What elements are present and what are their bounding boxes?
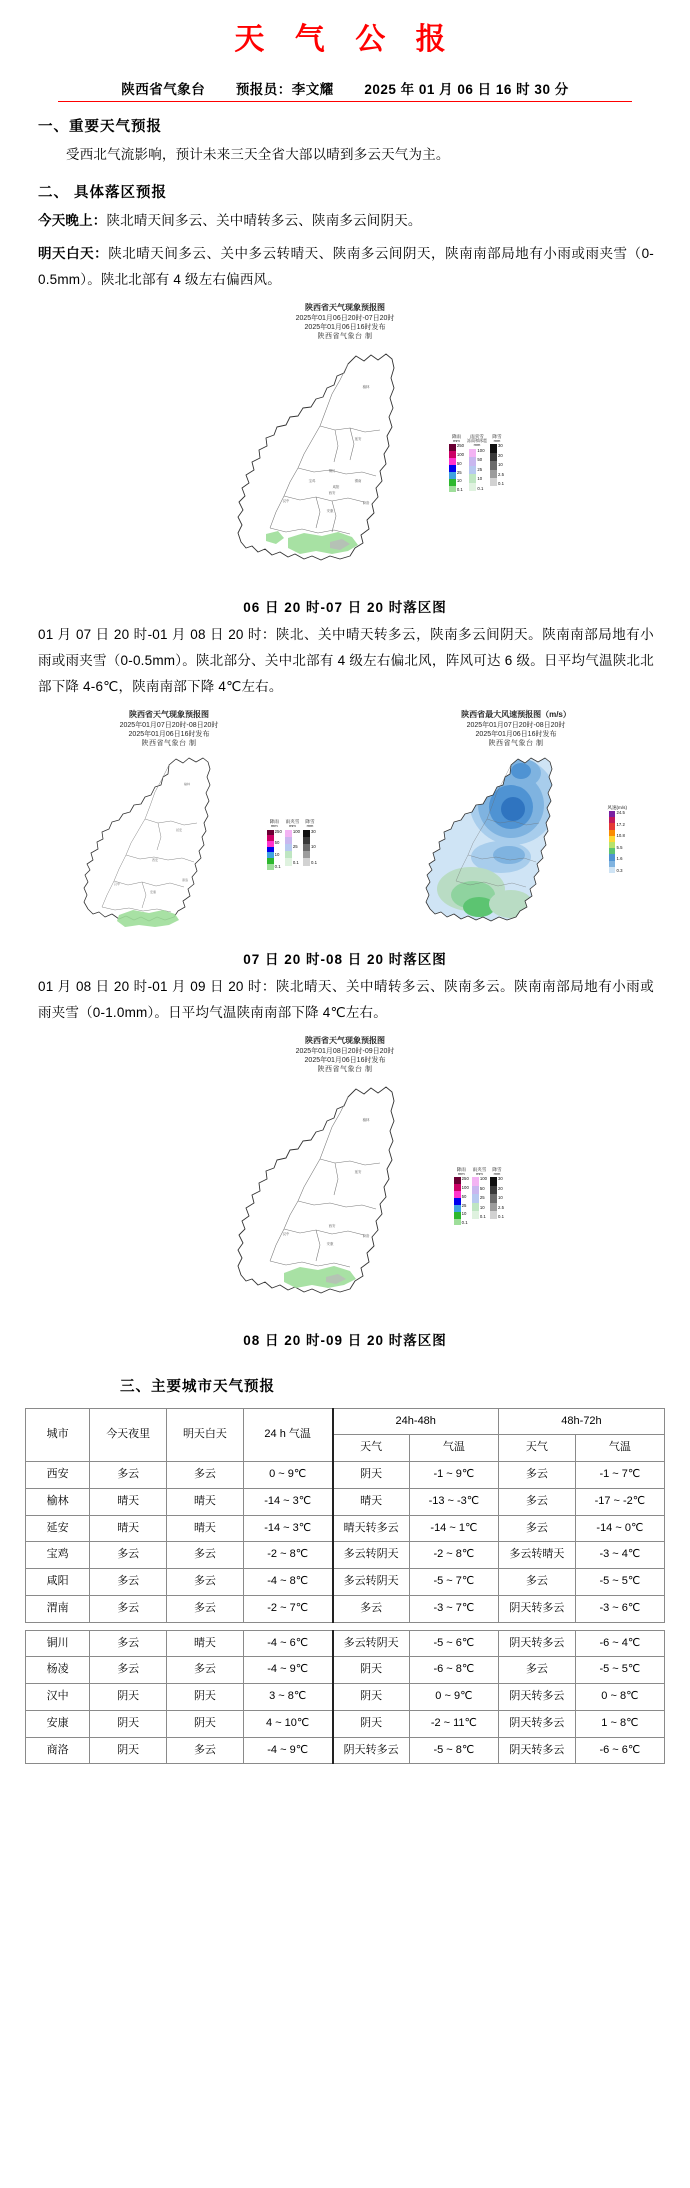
- section-3-heading: 三、主要城市天气预报: [120, 1378, 275, 1395]
- weather-tomorrow: 阴天: [167, 1710, 244, 1737]
- tomorrow-label: 明天白天：: [38, 245, 109, 261]
- weather-tomorrow: 晴天: [167, 1630, 244, 1657]
- table-row: [26, 1684, 665, 1711]
- weather-48h: 晴天转多云: [333, 1515, 410, 1542]
- temp-24h: -14 ~ 3℃: [243, 1488, 332, 1515]
- weather-72h: 多云: [498, 1515, 575, 1542]
- byline-forecaster: 预报员：李文耀: [235, 82, 334, 97]
- map-block-day2: [0, 710, 690, 967]
- temp-24h: -4 ~ 6℃: [243, 1630, 332, 1657]
- map-day2-weather-title: 陕西省天气现象预报图 2025年01月07日20时-08日20时 2025年01月06日16时发布 陕西省气象台 制: [119, 710, 219, 748]
- weather-72h: 多云: [498, 1569, 575, 1596]
- city-name: 咸阳: [26, 1569, 90, 1596]
- city-name: 汉中: [26, 1684, 90, 1711]
- svg-text:榆林: 榆林: [362, 384, 370, 389]
- day2-forecast-text: 01 月 07 日 20 时-01 月 08 日 20 时：陕北、关中晴天转多云，陕南多云间阴天。陕南南部局地有小雨或雨夹雪（0-0.5mm）。陕北部分、关中北部有 4 级左右偏北风，阵风可达 6 级。日平均气温陕北北部下降 4-6℃，陕南南部下降 4℃左右。: [38, 626, 654, 695]
- temp-72h: -5 ~ 5℃: [575, 1569, 664, 1596]
- table-row: [26, 1569, 665, 1596]
- svg-text:宝鸡: 宝鸡: [308, 478, 316, 483]
- temp-24h: -4 ~ 9℃: [243, 1737, 332, 1764]
- table-header: [26, 1408, 665, 1462]
- weather-48h: 多云转阴天: [333, 1569, 410, 1596]
- map-day3-legend: 降雨 mm 250 100 50 25 10 0.1 雨夹雪 mm 100 50 25 10 0.1 降雪 mm 30 20 10 2.5 0.1: [454, 1167, 504, 1226]
- temp-48h: -5 ~ 7℃: [409, 1569, 498, 1596]
- legend-rain: 降雨 mm 250 100 50 25 10 0.1: [449, 434, 464, 493]
- svg-text:汉中: 汉中: [113, 881, 121, 886]
- page-title: 天 气 公 报: [234, 22, 456, 57]
- city-forecast-table: [25, 1408, 665, 1765]
- day3-forecast-text: 01 月 08 日 20 时-01 月 09 日 20 时：陕北晴天、关中晴转多云、陕南多云。陕南南部局地有小雨或雨夹雪（0-1.0mm）。日平均气温陕南南部下降 4℃左右。: [38, 978, 654, 1020]
- weather-tonight: 多云: [90, 1595, 167, 1622]
- weather-48h: 多云转阴天: [333, 1542, 410, 1569]
- weather-tomorrow: 多云: [167, 1542, 244, 1569]
- tomorrow-forecast: [38, 241, 654, 294]
- table-row: [26, 1542, 665, 1569]
- svg-text:铜川: 铜川: [328, 468, 336, 473]
- table-row: [26, 1710, 665, 1737]
- weather-tonight: 阴天: [90, 1737, 167, 1764]
- svg-text:咸阳: 咸阳: [332, 484, 340, 489]
- table-header-row-top: [26, 1408, 665, 1435]
- weather-tonight: 多云: [90, 1630, 167, 1657]
- weather-tonight: 多云: [90, 1569, 167, 1596]
- weather-tomorrow: 多云: [167, 1462, 244, 1489]
- temp-24h: 0 ~ 9℃: [243, 1462, 332, 1489]
- weather-tomorrow: 晴天: [167, 1515, 244, 1542]
- temp-24h: -2 ~ 8℃: [243, 1542, 332, 1569]
- temp-48h: -5 ~ 6℃: [409, 1630, 498, 1657]
- byline-office: 陕西省气象台: [121, 82, 206, 97]
- map-day1-body: [180, 342, 510, 592]
- temp-72h: -6 ~ 6℃: [575, 1737, 664, 1764]
- city-name: 榆林: [26, 1488, 90, 1515]
- th-24-48: 24h-48h: [333, 1408, 499, 1435]
- temp-72h: -17 ~ -2℃: [575, 1488, 664, 1515]
- map-wind-legend: 风速(m/s) 24.5 17.2 10.8 5.5 1.6 0.3: [607, 804, 627, 873]
- weather-72h: 阴天转多云: [498, 1710, 575, 1737]
- weather-tomorrow: 阴天: [167, 1684, 244, 1711]
- tonight-label: 今天晚上：: [38, 213, 107, 229]
- temp-72h: -5 ~ 5℃: [575, 1657, 664, 1684]
- temp-72h: 0 ~ 8℃: [575, 1684, 664, 1711]
- weather-72h: 阴天转多云: [498, 1684, 575, 1711]
- weather-48h: 阴天: [333, 1462, 410, 1489]
- svg-text:延安: 延安: [354, 436, 362, 441]
- city-name: 铜川: [26, 1630, 90, 1657]
- city-name: 延安: [26, 1515, 90, 1542]
- legend-sleet: 雨夹雪 冻雨和冰雹 mm 100 50 25 10 0.1: [467, 433, 488, 491]
- th-temp-24h: 24 h 气温: [243, 1408, 332, 1462]
- table-body: [26, 1462, 665, 1764]
- weather-72h: 阴天转多云: [498, 1595, 575, 1622]
- section-1-text: 受西北气流影响，预计未来三天全省大部以晴到多云天气为主。: [66, 147, 450, 162]
- svg-text:延安: 延安: [354, 1169, 362, 1174]
- weather-tonight: 阴天: [90, 1684, 167, 1711]
- dual-map-row: [0, 710, 690, 943]
- temp-48h: -13 ~ -3℃: [409, 1488, 498, 1515]
- temp-24h: -14 ~ 3℃: [243, 1515, 332, 1542]
- svg-text:西安: 西安: [328, 1223, 336, 1228]
- table-row: [26, 1630, 665, 1657]
- map-day1-caption: 06 日 20 时-07 日 20 时落区图: [243, 599, 447, 615]
- city-name: 杨凌: [26, 1657, 90, 1684]
- temp-48h: -14 ~ 1℃: [409, 1515, 498, 1542]
- th-tomorrow: 明天白天: [167, 1408, 244, 1462]
- weather-72h: 多云转晴天: [498, 1542, 575, 1569]
- temp-24h: -4 ~ 8℃: [243, 1569, 332, 1596]
- svg-text:商洛: 商洛: [362, 500, 370, 505]
- weather-tonight: 多云: [90, 1657, 167, 1684]
- section-2-heading: 二、 具体落区预报: [38, 185, 168, 202]
- weather-48h: 晴天: [333, 1488, 410, 1515]
- th-weather-72: 天气: [498, 1435, 575, 1462]
- svg-text:延安: 延安: [175, 827, 183, 832]
- temp-48h: -2 ~ 8℃: [409, 1542, 498, 1569]
- table-row: [26, 1595, 665, 1622]
- svg-text:榆林: 榆林: [362, 1117, 370, 1122]
- table-row: [26, 1462, 665, 1489]
- svg-text:安康: 安康: [326, 1241, 334, 1246]
- temp-48h: -3 ~ 7℃: [409, 1595, 498, 1622]
- temp-72h: -1 ~ 7℃: [575, 1462, 664, 1489]
- weather-tonight: 阴天: [90, 1710, 167, 1737]
- table-row: [26, 1737, 665, 1764]
- weather-72h: 阴天转多云: [498, 1737, 575, 1764]
- temp-48h: 0 ~ 9℃: [409, 1684, 498, 1711]
- tonight-text: 陕北晴天间多云、关中晴转多云、陕南多云间阴天。: [106, 213, 422, 229]
- th-weather-48: 天气: [333, 1435, 410, 1462]
- map-block-day3: [0, 1036, 690, 1348]
- th-tonight: 今天夜里: [90, 1408, 167, 1462]
- temp-72h: -14 ~ 0℃: [575, 1515, 664, 1542]
- table-row: [26, 1657, 665, 1684]
- weather-tomorrow: 晴天: [167, 1488, 244, 1515]
- temp-72h: 1 ~ 8℃: [575, 1710, 664, 1737]
- temp-48h: -1 ~ 9℃: [409, 1462, 498, 1489]
- temp-24h: 3 ~ 8℃: [243, 1684, 332, 1711]
- svg-text:西安: 西安: [151, 857, 159, 862]
- weather-tonight: 多云: [90, 1542, 167, 1569]
- svg-text:西安: 西安: [328, 490, 336, 495]
- weather-72h: 多云: [498, 1488, 575, 1515]
- map-figure-day1: [180, 303, 510, 591]
- svg-text:榆林: 榆林: [183, 781, 191, 786]
- city-name: 渭南: [26, 1595, 90, 1622]
- temp-72h: -6 ~ 4℃: [575, 1630, 664, 1657]
- map-day1-title: 陕西省天气现象预报图 2025年01月06日20时-07日20时 2025年01月06日16时发布 陕西省气象台 制: [295, 303, 395, 341]
- weather-72h: 多云: [498, 1657, 575, 1684]
- map-day3-title: 陕西省天气现象预报图 2025年01月08日20时-09日20时 2025年01月06日16时发布 陕西省气象台 制: [295, 1036, 395, 1074]
- map-figure-day2-weather: [19, 710, 319, 943]
- table-group-spacer: [26, 1622, 665, 1630]
- weather-tonight: 多云: [90, 1462, 167, 1489]
- svg-text:商洛: 商洛: [362, 1233, 370, 1238]
- th-temp-48: 气温: [409, 1435, 498, 1462]
- map-day2-legend: 降雨 mm 250 50 10 0.1 雨夹雪 mm 100 25 0.1 降雪 mm 30 10 0.1: [267, 819, 317, 870]
- svg-text:汉中: 汉中: [282, 498, 290, 503]
- tonight-forecast: [38, 208, 654, 234]
- weather-48h: 多云转阴天: [333, 1630, 410, 1657]
- weather-72h: 多云: [498, 1462, 575, 1489]
- weather-tomorrow: 多云: [167, 1595, 244, 1622]
- table-row: [26, 1488, 665, 1515]
- th-city: 城市: [26, 1408, 90, 1462]
- legend-snow: 降雪 mm 30 20 10 2.5 0.1: [490, 434, 504, 487]
- map-day3-caption: 08 日 20 时-09 日 20 时落区图: [243, 1332, 447, 1348]
- city-name: 商洛: [26, 1737, 90, 1764]
- map-day2-wind-title: 陕西省最大风速预报图（m/s） 2025年01月07日20时-08日20时 2025年01月06日16时发布 陕西省气象台 制: [461, 710, 571, 748]
- temp-48h: -2 ~ 11℃: [409, 1710, 498, 1737]
- byline-datetime: 2025 年 01 月 06 日 16 时 30 分: [364, 82, 569, 97]
- temp-72h: -3 ~ 6℃: [575, 1595, 664, 1622]
- weather-48h: 阴天: [333, 1657, 410, 1684]
- weather-tonight: 晴天: [90, 1515, 167, 1542]
- weather-48h: 阴天: [333, 1684, 410, 1711]
- svg-text:安康: 安康: [326, 508, 334, 513]
- svg-text:商洛: 商洛: [181, 877, 189, 882]
- svg-text:渭南: 渭南: [354, 478, 362, 483]
- temp-24h: -2 ~ 7℃: [243, 1595, 332, 1622]
- svg-text:安康: 安康: [149, 889, 157, 894]
- map-block-day1: [0, 303, 690, 615]
- weather-48h: 阴天转多云: [333, 1737, 410, 1764]
- temp-24h: 4 ~ 10℃: [243, 1710, 332, 1737]
- weather-tomorrow: 多云: [167, 1657, 244, 1684]
- map-figure-day2-wind: [361, 710, 671, 943]
- weather-72h: 阴天转多云: [498, 1630, 575, 1657]
- weather-tomorrow: 多云: [167, 1569, 244, 1596]
- weather-48h: 阴天: [333, 1710, 410, 1737]
- weather-tonight: 晴天: [90, 1488, 167, 1515]
- temp-24h: -4 ~ 9℃: [243, 1657, 332, 1684]
- th-48-72: 48h-72h: [498, 1408, 664, 1435]
- weather-48h: 多云: [333, 1595, 410, 1622]
- map-day1-legend: [449, 434, 504, 493]
- th-temp-72: 气温: [575, 1435, 664, 1462]
- weather-tomorrow: 多云: [167, 1737, 244, 1764]
- city-name: 安康: [26, 1710, 90, 1737]
- tomorrow-text: 陕北晴天间多云、关中多云转晴天、陕南多云间阴天，陕南南部局地有小雨或雨夹雪（0-0.5mm）。陕北北部有 4 级左右偏西风。: [38, 245, 654, 287]
- city-name: 西安: [26, 1462, 90, 1489]
- section-1-heading: 一、重要天气预报: [38, 119, 162, 135]
- map-day2-caption: 07 日 20 时-08 日 20 时落区图: [243, 951, 447, 967]
- temp-48h: -5 ~ 8℃: [409, 1737, 498, 1764]
- svg-text:汉中: 汉中: [282, 1231, 290, 1236]
- map-figure-day3: [180, 1036, 510, 1324]
- table-row: [26, 1515, 665, 1542]
- byline: [58, 78, 632, 102]
- city-name: 宝鸡: [26, 1542, 90, 1569]
- temp-72h: -3 ~ 4℃: [575, 1542, 664, 1569]
- temp-48h: -6 ~ 8℃: [409, 1657, 498, 1684]
